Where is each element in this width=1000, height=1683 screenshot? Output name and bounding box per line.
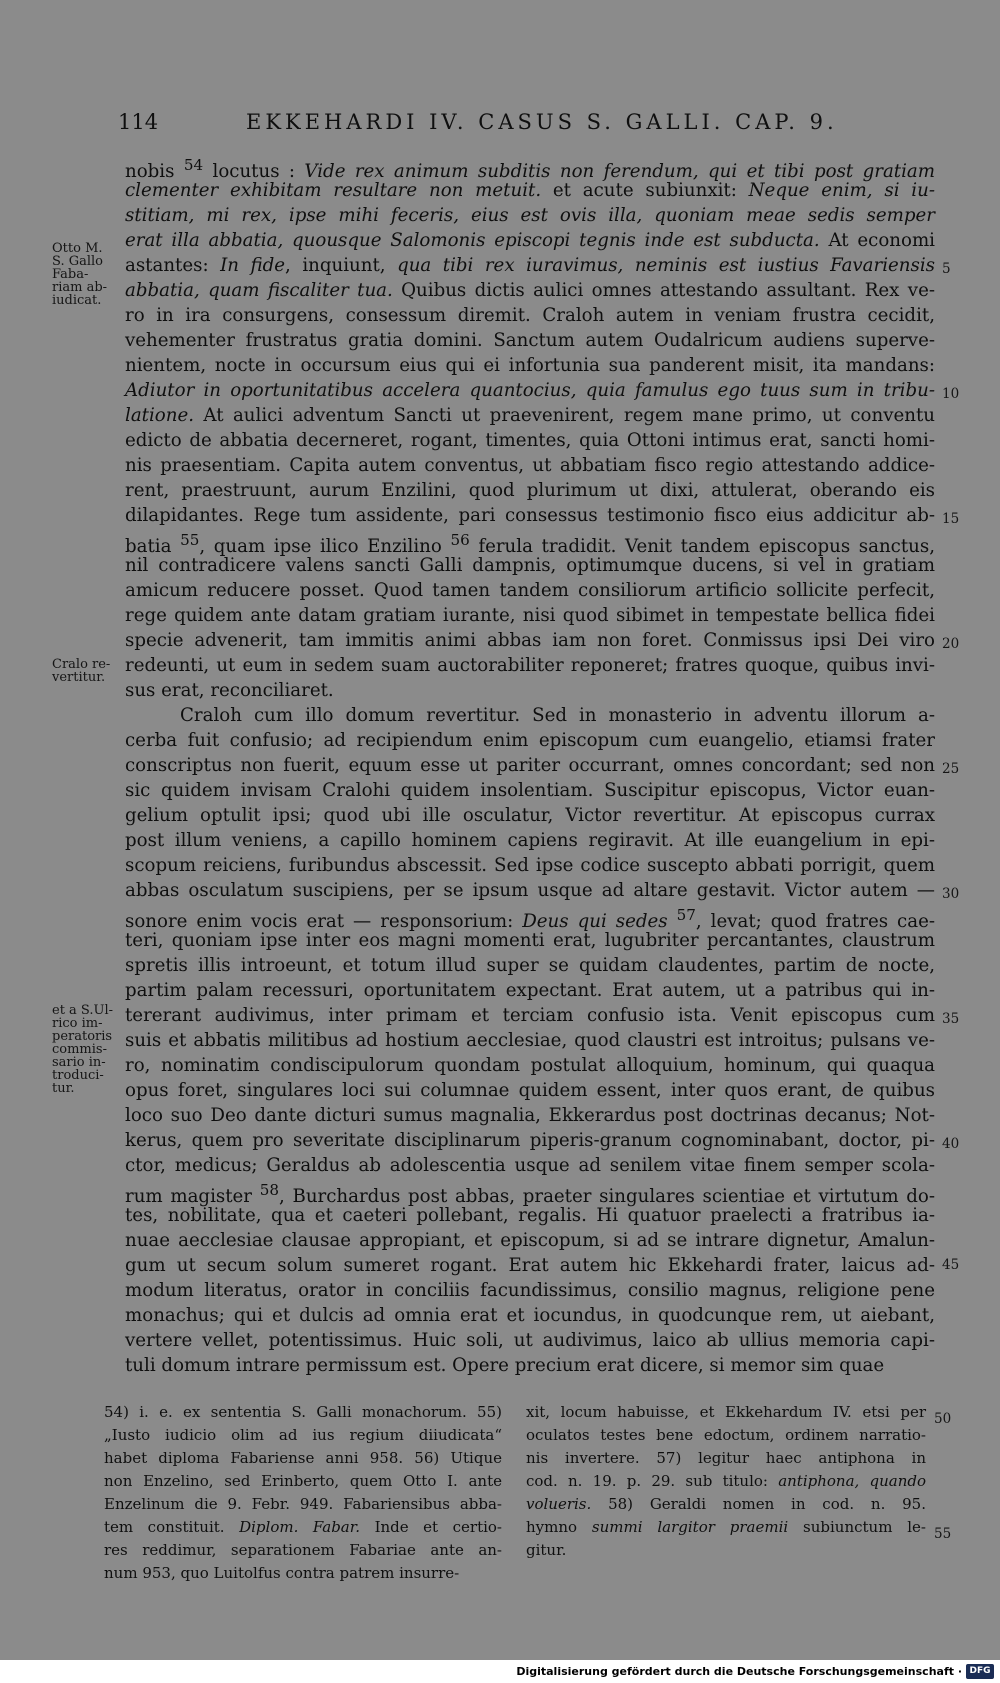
text-line: vehementer frustratus gratia domini. Sanctum autem Oudalricum audiens superve-: [125, 330, 935, 351]
line-number: 40: [942, 1136, 960, 1152]
text-line: rent, praestruunt, aurum Enzilini, quod plurimum ut dixi, attulerat, oberando eis: [125, 480, 935, 501]
text-line: nientem, nocte in occursum eius qui ei infortunia sua panderent misit, ita mandans:: [125, 355, 935, 376]
margin-note-otto: Otto M. S. Gallo Faba- riam ab- iudicat.: [52, 241, 108, 308]
text-line: rum magister $^{58}$, Burchardus post abbas, praeter singulares scientiae et virtutum do-: [125, 1181, 935, 1208]
line-number: 5: [942, 261, 951, 277]
footnote-line: gitur.: [526, 1541, 567, 1559]
text-line: astantes: In fide, inquiunt, qua tibi rex iuravimus, neminis est iustius Favariensis: [125, 255, 935, 276]
text-line: nobis $^{54}$ locutus : Vide rex animum subditis non ferendum, qui et tibi post gratiam: [125, 156, 935, 183]
text-line: suis et abbatis militibus ad hostium aecclesiae, quod claustri est introitus; pulsans ve-: [125, 1030, 935, 1051]
footnote-line: res reddimur, separationem Fabariae ante an-: [104, 1541, 502, 1559]
text-line: partim palam recessuri, oportunitatem expectant. Erat autem, ut a patribus qui in-: [125, 980, 935, 1001]
footnote-line: tem constituit. Diplom. Fabar. Inde et certio-: [104, 1518, 502, 1536]
text-line: loco suo Deo dante dicturi sumus magnalia, Ekkerardus post doctrinas decanus; Not-: [125, 1105, 935, 1126]
line-number: 45: [942, 1257, 960, 1273]
text-line: rege quidem ante datam gratiam iurante, nisi quod sibimet in tempestate bellica fidei: [125, 605, 935, 626]
margin-note-ulrico: et a S.Ul- rico im- peratoris commis- sario in- troduci- tur.: [52, 1003, 114, 1096]
footnote-line: non Enzelino, sed Erinberto, quem Otto I. ante: [104, 1472, 502, 1490]
text-line: Craloh cum illo domum revertitur. Sed in monasterio in adventu illorum a-: [180, 705, 935, 726]
text-line: clementer exhibitam resultare non metuit. et acute subiunxit: Neque enim, si iu-: [125, 180, 935, 201]
footnote-line: „Iusto iudicio olim ad ius regium diiudicata“: [104, 1426, 502, 1444]
text-line: sic quidem invisam Cralohi quidem insolentiam. Suscipitur episcopus, Victor euan-: [125, 780, 935, 801]
line-number: 15: [942, 511, 960, 527]
text-line: abbatia, quam fiscaliter tua. Quibus dictis aulici omnes attestando assultant. Rex ve-: [125, 280, 935, 301]
text-line: vertere vellet, potentissimus. Huic soli, ut audivimus, laico ab ullius memoria capi-: [125, 1330, 935, 1351]
text-line: teri, quoniam ipse inter eos magni momenti erat, lugubriter percantantes, claustrum: [125, 930, 935, 951]
running-title: EKKEHARDI IV. CASUS S. GALLI. CAP. 9.: [246, 110, 838, 134]
footnotes-left-column: [104, 1401, 502, 1585]
line-number: 20: [942, 636, 960, 652]
text-line: monachus; qui et dulcis ad omnia erat et iocundus, in quodcunque rem, ut aiebant,: [125, 1305, 935, 1326]
text-line: ro in ira consurgens, consessum diremit. Craloh autem in veniam frustra cecidit,: [125, 305, 935, 326]
text-line: batia $^{55}$, quam ipse ilico Enzilino $^{56}$ ferula tradidit. Venit tandem episcopus sanctus,: [125, 531, 935, 558]
text-line: nuae aecclesiae clausae appropiant, et episcopum, si ad se intrare dignetur, Amalun-: [125, 1230, 935, 1251]
footer-bar: [0, 1660, 1000, 1683]
footnote-line: 54) i. e. ex sententia S. Galli monachorum. 55): [104, 1403, 502, 1421]
text-line: ctor, medicus; Geraldus ab adolescentia usque ad senilem vitae finem semper scola-: [125, 1155, 935, 1176]
footnote-line: cod. n. 19. p. 29. sub titulo: antiphona, quando: [526, 1472, 926, 1490]
footnote-line: num 953, quo Luitolfus contra patrem insurre-: [104, 1564, 460, 1582]
text-line: modum literatus, orator in conciliis facundissimus, consilio magnus, religione pene: [125, 1280, 935, 1301]
text-line: gelium optulit ipsi; quod ubi ille osculatur, Victor revertitur. At episcopus currax: [125, 805, 935, 826]
text-line: scopum reiciens, furibundus abscessit. Sed ipse codice suscepto abbati porrigit, quem: [125, 855, 935, 876]
text-line: nis praesentiam. Capita autem conventus, ut abbatiam fisco regio attestando addice-: [125, 455, 935, 476]
text-line: sus erat, reconciliaret.: [125, 680, 334, 701]
footnote-line: Enzelinum die 9. Febr. 949. Fabariensibus abba-: [104, 1495, 502, 1513]
line-number: 25: [942, 761, 960, 777]
footnote-line: nis invertere. 57) legitur haec antiphona in: [526, 1449, 926, 1467]
text-line: conscriptus non fuerit, equum esse ut pariter occurrant, omnes concordant; sed non: [125, 755, 935, 776]
text-line: post illum veniens, a capillo hominem capiens regiravit. At ille euangelium in epi-: [125, 830, 935, 851]
text-line: tuli domum intrare permissum est. Opere precium erat dicere, si memor sim quae: [125, 1355, 885, 1376]
text-line: tes, nobilitate, qua et caeteri pollebant, regalis. Hi quatuor praelecti a fratribus ia-: [125, 1205, 935, 1226]
text-line: tererant audivimus, inter primam et terciam confusio ista. Venit episcopus cum: [125, 1005, 935, 1026]
text-line: Adiutor in oportunitatibus accelera quantocius, quia famulus ego tuus sum in tribu-: [125, 380, 935, 401]
line-number: 55: [934, 1526, 952, 1542]
text-line: erat illa abbatia, quousque Salomonis episcopi tegnis inde est subducta. At economi: [125, 230, 936, 251]
line-number: 30: [942, 886, 960, 902]
footnotes-right-column: [526, 1401, 926, 1562]
page-number: 114: [118, 110, 159, 134]
funding-credit: Digitalisierung gefördert durch die Deutsche Forschungsgemeinschaft ·: [516, 1665, 962, 1678]
main-text-block: [125, 153, 935, 1378]
text-line: edicto de abbatia decerneret, rogant, timentes, quia Ottoni intimus erat, sancti homi-: [125, 430, 935, 451]
text-line: kerus, quem pro severitate disciplinarum piperis-granum cognominabant, doctor, pi-: [125, 1130, 935, 1151]
text-line: specie advenerit, tam immitis animi abbas iam non foret. Conmissus ipsi Dei viro: [125, 630, 935, 651]
line-number: 35: [942, 1011, 960, 1027]
footnote-line: hymno summi largitor praemii subiunctum le-: [526, 1518, 927, 1536]
text-line: spretis illis introeunt, et totum illud super se quidam claudentes, partim de nocte,: [125, 955, 935, 976]
text-line: latione. At aulici adventum Sancti ut praevenirent, regem mane primo, ut conventu: [125, 405, 935, 426]
text-line: cerba fuit confusio; ad recipiendum enim episcopum cum euangelio, etiamsi frater: [125, 730, 935, 751]
text-line: redeunti, ut eum in sedem suam auctorabiliter reponeret; fratres quoque, quibus invi-: [125, 655, 935, 676]
text-line: nil contradicere valens sancti Galli dampnis, optimumque ducens, si vel in gratiam: [125, 555, 935, 576]
line-number: 50: [934, 1411, 952, 1427]
text-line: amicum reducere posset. Quod tamen tandem consiliorum artificio sollicite perfecit,: [125, 580, 935, 601]
margin-note-cralo: Cralo re- vertitur.: [52, 657, 111, 685]
text-line: gum ut secum solum sumeret rogant. Erat autem hic Ekkehardi frater, laicus ad-: [125, 1255, 935, 1276]
footnote-line: volueris. 58) Geraldi nomen in cod. n. 95.: [526, 1495, 926, 1513]
text-line: ro, nominatim condiscipulorum quondam postulat alloquium, hominum, qui quaqua: [125, 1055, 935, 1076]
footnote-line: oculatos testes bene edoctum, ordinem narratio-: [526, 1426, 926, 1444]
dfg-logo: DFG: [966, 1664, 994, 1679]
text-line: opus foret, singulares loci sui columnae quidem essent, inter quos erant, de quibus: [125, 1080, 935, 1101]
text-line: abbas osculatum suscipiens, per se ipsum usque ad altare gestavit. Victor autem —: [125, 880, 935, 901]
footnote-line: habet diploma Fabariense anni 958. 56) Utique: [104, 1449, 502, 1467]
text-line: dilapidantes. Rege tum assidente, pari consessus testimonio fisco eius addicitur ab-: [125, 505, 935, 526]
text-line: stitiam, mi rex, ipse mihi feceris, eius est ovis illa, quoniam meae sedis semper: [125, 205, 935, 226]
text-line: sonore enim vocis erat — responsorium: Deus qui sedes $^{57}$, levat; quod fratres cae-: [125, 906, 935, 933]
line-number: 10: [942, 386, 960, 402]
footnote-line: xit, locum habuisse, et Ekkehardum IV. etsi per: [526, 1403, 926, 1421]
